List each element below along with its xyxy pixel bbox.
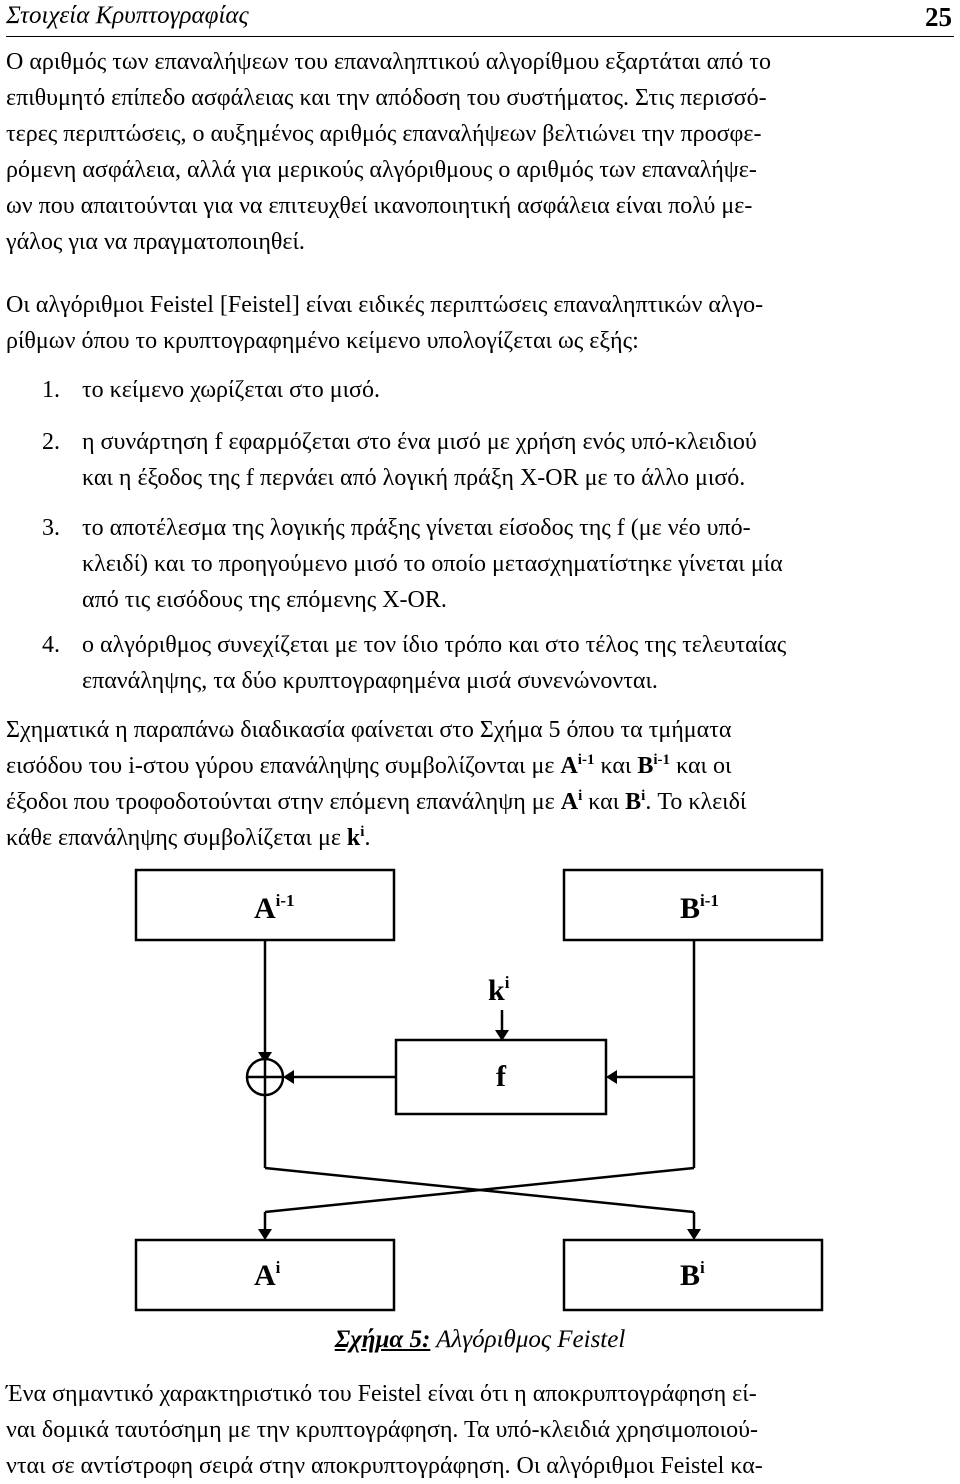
list-number: 1. — [42, 377, 60, 403]
list-text: ο αλγόριθμος συνεχίζεται με τον ίδιο τρόπο και στο τέλος της τελευταίας — [82, 632, 787, 658]
box-b-output-label: $B^i$ — [680, 1258, 705, 1292]
list-text: το αποτέλεσμα της λογικής πράξης γίνεται είσοδος της f (με νέο υπό- — [82, 515, 751, 541]
list-text: επανάληψης, τα δύο κρυπτογραφημένα μισά συνενώνονται. — [82, 668, 658, 694]
symbol-k: k — [346, 825, 361, 851]
f-label: f — [496, 1060, 506, 1093]
text-line — [6, 820, 954, 856]
figure-caption — [0, 1326, 960, 1354]
text-line: επιθυμητό επίπεδο ασφάλειας και την απόδοση του συστήματος. Στις περισσό- — [6, 85, 767, 111]
key-label: $k^i$ — [488, 973, 510, 1007]
text-line: νται σε αντίστροφη σειρά στην αποκρυπτογράφηση. Οι αλγόριθμοι Feistel κα- — [6, 1453, 763, 1479]
superscript: i — [641, 788, 646, 804]
text-run: . Το κλειδί — [645, 789, 747, 815]
text-line: γάλος για να πραγματοποιηθεί. — [6, 229, 305, 255]
text-run: και οι — [670, 753, 732, 779]
caption-text: Αλγόριθμος Feistel — [430, 1326, 626, 1353]
text-line: Ένα σημαντικό χαρακτηριστικό του Feistel είναι ότι η αποκρυπτογράφηση εί- — [6, 1381, 757, 1407]
superscript: i — [360, 824, 365, 840]
list-number: 2. — [42, 429, 60, 455]
text-line: ναι δομικά ταυτόσημη με την κρυπτογράφηση. Τα υπό-κλειδιά χρησιμοποιού- — [6, 1417, 759, 1443]
list-number: 4. — [42, 632, 60, 658]
symbol-a: A — [560, 753, 578, 779]
to-a-output-arrow — [258, 1229, 272, 1240]
text-run: . — [364, 825, 371, 851]
symbol-b: B — [625, 789, 642, 815]
page-number: 25 — [925, 2, 952, 32]
box-b-input-label: $B^{i-1}$ — [680, 891, 719, 925]
text-line: Σχηματικά η παραπάνω διαδικασία φαίνεται στο Σχήμα 5 όπου τα τμήματα — [6, 717, 732, 743]
box-a-output-label: $A^i$ — [254, 1258, 281, 1292]
text-line — [6, 748, 954, 784]
superscript: i-1 — [577, 752, 595, 768]
to-b-output-arrow — [687, 1229, 701, 1240]
text-run: και — [582, 789, 626, 815]
text-line — [6, 784, 954, 820]
text-line: ρόμενη ασφάλεια, αλλά για μερικούς αλγόριθμους ο αριθμός των επαναλήψε- — [6, 157, 757, 183]
superscript: i-1 — [653, 752, 671, 768]
list-text: η συνάρτηση f εφαρμόζεται στο ένα μισό με χρήση ενός υπό-κλειδιού — [82, 429, 757, 455]
caption-label: Σχήμα 5: — [334, 1326, 431, 1353]
text-run: έξοδοι που τροφοδοτούνται στην επόμενη επανάληψη με — [6, 789, 561, 815]
list-text: από τις εισόδους της επόμενης X-OR. — [82, 587, 447, 613]
text-line: ρίθμων όπου το κρυπτογραφημένο κείμενο υπολογίζεται ως εξής: — [6, 328, 639, 354]
text-run: κάθε επανάληψης συμβολίζεται με — [6, 825, 347, 851]
text-run: και — [594, 753, 638, 779]
text-run: εισόδου του i-στου γύρου επανάληψης συμβολίζονται με — [6, 753, 561, 779]
running-title: Στοιχεία Κρυπτογραφίας — [6, 2, 249, 29]
symbol-b: B — [637, 753, 654, 779]
page-header — [6, 0, 954, 37]
list-text: και η έξοδος της f περνάει από λογική πράξη X-OR με το άλλο μισό. — [82, 465, 746, 491]
list-number: 3. — [42, 515, 60, 541]
box-a-input-label: $A^{i-1}$ — [254, 891, 295, 925]
text-line: Οι αλγόριθμοι Feistel [Feistel] είναι ειδικές περιπτώσεις επαναληπτικών αλγο- — [6, 292, 764, 318]
text-line: Ο αριθμός των επαναλήψεων του επαναληπτικού αλγορίθμου εξαρτάται από το — [6, 49, 771, 75]
superscript: i — [578, 788, 583, 804]
list-text: κλειδί) και το προηγούμενο μισό το οποίο μετασχηματίστηκε γίνεται μία — [82, 551, 783, 577]
text-line: τερες περιπτώσεις, ο αυξημένος αριθμός επαναλήψεων βελτιώνει την προσφε- — [6, 121, 762, 147]
f-to-xor-arrow — [283, 1070, 294, 1084]
feistel-diagram — [0, 860, 960, 1320]
text-line: ων που απαιτούνται για να επιτευχθεί ικανοποιητική ασφάλεια είναι πολύ με- — [6, 193, 753, 219]
b-to-f-arrow — [606, 1070, 617, 1084]
list-text: το κείμενο χωρίζεται στο μισό. — [82, 377, 380, 403]
symbol-a: A — [560, 789, 579, 815]
